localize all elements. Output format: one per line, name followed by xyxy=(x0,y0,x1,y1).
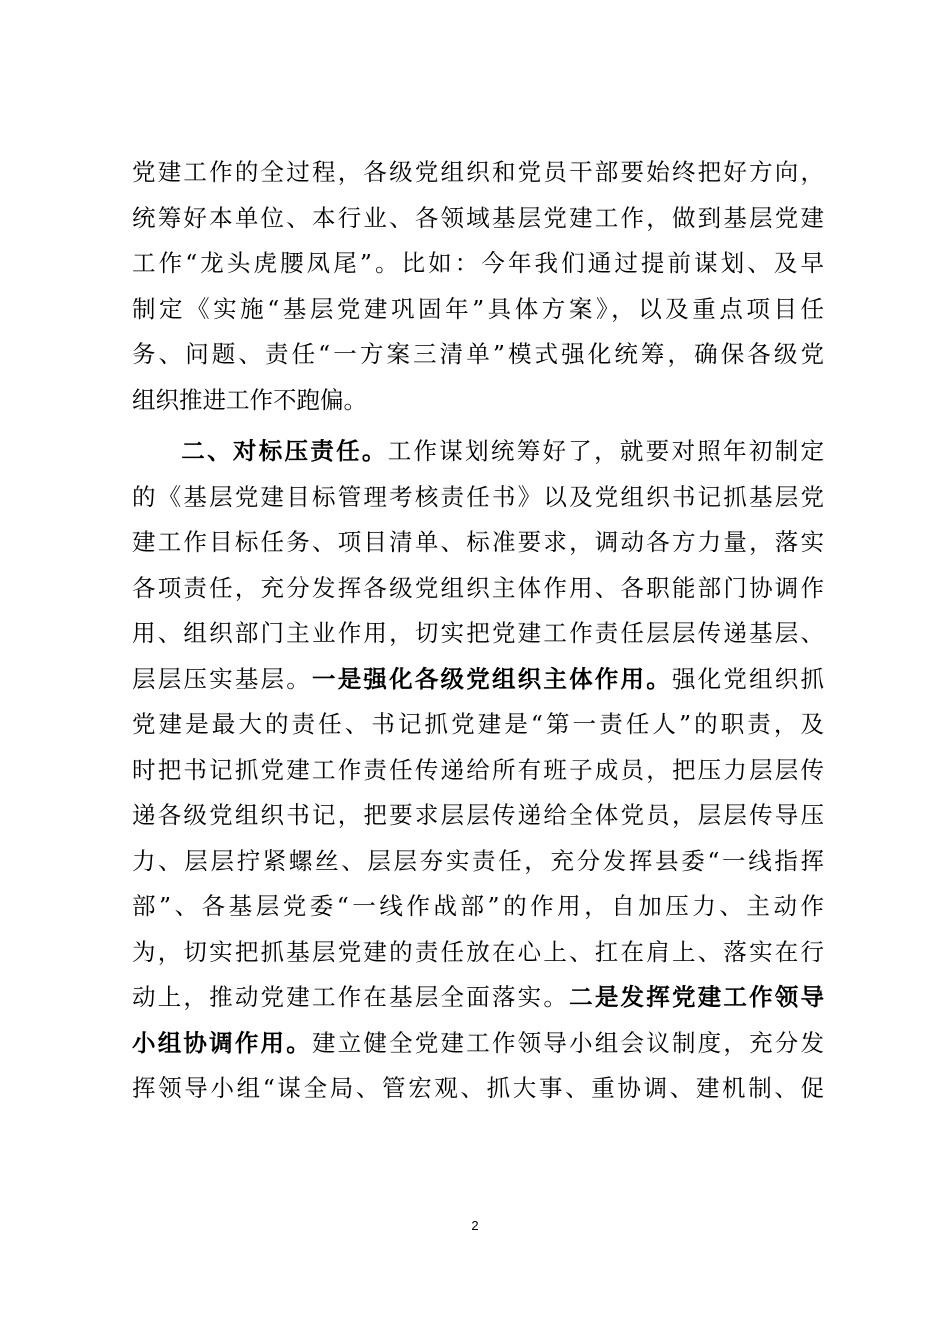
text-line: 力、层层拧紧螺丝、层层夯实责任，充分发挥县委“一线指挥 xyxy=(132,846,824,875)
text-line: 党建是最大的责任、书记抓党建是“第一责任人”的职责，及 xyxy=(132,710,824,738)
text-run: 建立健全党建工作领导小组会议制度，充分发 xyxy=(311,1028,825,1057)
text-line-with-bold xyxy=(132,975,824,1021)
bold-subheading: 一是强化各级党组织主体作用。 xyxy=(311,664,672,693)
text-line: 用、组织部门主业作用，切实把党建工作责任层层传递基层、 xyxy=(132,619,824,647)
page-number: 2 xyxy=(471,1218,479,1233)
text-line: 的《基层党建目标管理考核责任书》以及党组织书记抓基层党 xyxy=(132,482,824,511)
text-line: 务、问题、责任“一方案三清单”模式强化统筹，确保各级党 xyxy=(132,340,824,368)
paragraph-2 xyxy=(132,429,824,1112)
text-line: 党建工作的全过程，各级党组织和党员干部要始终把好方向， xyxy=(132,158,824,186)
text-line: 建工作目标任务、项目清单、标准要求，调动各方力量，落实 xyxy=(132,528,824,556)
bold-subheading: 二是发挥党建工作领导 xyxy=(569,983,825,1011)
text-line: 部”、各基层党委“一线作战部”的作用，自加压力、主动作 xyxy=(132,892,824,920)
text-line: 各项责任，充分发挥各级党组织主体作用、各职能部门协调作 xyxy=(132,573,824,602)
text-line: 挥领导小组“谋全局、管宏观、抓大事、重协调、建机制、促 xyxy=(132,1074,824,1102)
text-line-with-heading xyxy=(132,429,824,475)
paragraph-1 xyxy=(132,150,824,423)
text-run: 层层压实基层。 xyxy=(132,664,312,693)
text-line: 工作“龙头虎腰凤尾”。比如：今年我们通过提前谋划、及早 xyxy=(132,249,824,277)
text-line-with-bold xyxy=(132,1021,824,1067)
section-heading: 二、对标压责任。 xyxy=(179,437,388,465)
bold-subheading: 小组协调作用。 xyxy=(132,1028,312,1057)
text-line: 递各级党组织书记，把要求层层传递给全体党员，层层传导压 xyxy=(132,801,824,829)
text-line: 时把书记抓党建工作责任传递给所有班子成员，把压力层层传 xyxy=(132,755,824,784)
body-text xyxy=(132,150,824,1112)
text-line-with-bold xyxy=(132,657,824,703)
text-line: 制定《实施“基层党建巩固年”具体方案》，以及重点项目任 xyxy=(132,294,824,323)
text-run: 工作谋划统筹好了，就要对照年初制定 xyxy=(387,437,825,465)
text-line: 为，切实把抓基层党建的责任放在心上、扛在肩上、落实在行 xyxy=(132,937,824,966)
text-run: 动上，推动党建工作在基层全面落实。 xyxy=(132,983,570,1011)
text-line: 统筹好本单位、本行业、各领域基层党建工作，做到基层党建 xyxy=(132,203,824,232)
text-line: 组织推进工作不跑偏。 xyxy=(132,385,367,414)
text-run: 强化党组织抓 xyxy=(671,664,825,693)
